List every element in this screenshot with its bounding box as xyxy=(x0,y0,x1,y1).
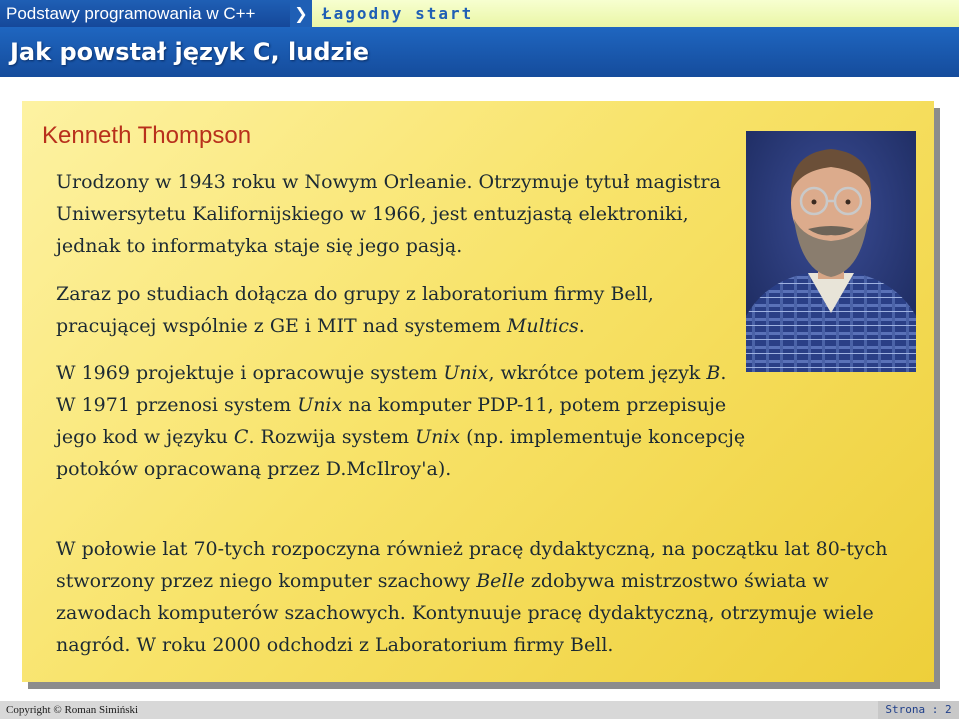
bio-paragraph-1: Urodzony w 1943 roku w Nowym Orleanie. Otrzymuje tytuł magistra Uniwersytetu Kalifornijskiego w 1966, jest entuzjastą elektroniki, jednak to informatyka staje się jego pasją. xyxy=(56,171,721,257)
copyright-text: Copyright © Roman Simiński xyxy=(6,704,139,716)
chevron-right-icon: ❯ xyxy=(290,0,312,27)
page-indicator xyxy=(878,701,959,719)
multics-term: Multics xyxy=(506,315,579,337)
bio-paragraph-4 xyxy=(56,533,916,661)
unix-term: Unix xyxy=(297,394,343,416)
p3-text-b: , wkrótce potem język xyxy=(488,362,707,384)
p3-text-d: na komputer PDP-11, potem przepisuje jego kod w języku xyxy=(56,394,727,448)
course-title: Podstawy programowania w C++ xyxy=(0,0,290,27)
bio-paragraph-3 xyxy=(56,357,746,485)
portrait-photo xyxy=(746,131,916,372)
section-title: Łagodny start xyxy=(312,0,959,27)
p2-text: Zaraz po studiach dołącza do grupy z laboratorium firmy Bell, pracującej wspólnie z GE i MIT nad systemem xyxy=(56,283,654,337)
portrait-illustration xyxy=(746,131,916,372)
slide-title: Jak powstał język C, ludzie xyxy=(10,38,369,66)
page-number: 2 xyxy=(944,703,952,716)
p3-text-e: . Rozwija system xyxy=(248,426,416,448)
belle-term: Belle xyxy=(476,570,525,592)
unix-term: Unix xyxy=(415,426,461,448)
unix-term: Unix xyxy=(443,362,489,384)
person-name: Kenneth Thompson xyxy=(42,122,252,149)
p2-end: . xyxy=(578,315,585,337)
p3-text-c: . W 1971 przenosi system xyxy=(56,362,727,416)
footer-bar xyxy=(0,701,959,719)
slide-title-bar xyxy=(0,27,959,77)
p3-text-a: W 1969 projektuje i opracowuje system xyxy=(56,362,444,384)
c-language-term: C xyxy=(233,426,249,448)
header-bar xyxy=(0,0,959,27)
bio-paragraph-2 xyxy=(56,278,746,342)
p4-text-a: W połowie lat 70-tych rozpoczyna również pracę dydaktyczną, na początku lat 80-tych stworzony przez niego komputer szachowy xyxy=(56,538,888,592)
p4-text-b: zdobywa mistrzostwo świata w zawodach komputerów szachowych. Kontynuuje pracę dydaktyczną, otrzymuje wiele nagród. W roku 2000 odchodzi z Laboratorium firmy Bell. xyxy=(56,570,874,656)
page-label: Strona : xyxy=(885,703,939,716)
p3-text-f: (np. implementuje koncepcję potoków opracowaną przez D.McIlroy'a). xyxy=(56,426,746,480)
b-language-term: B xyxy=(706,362,721,384)
